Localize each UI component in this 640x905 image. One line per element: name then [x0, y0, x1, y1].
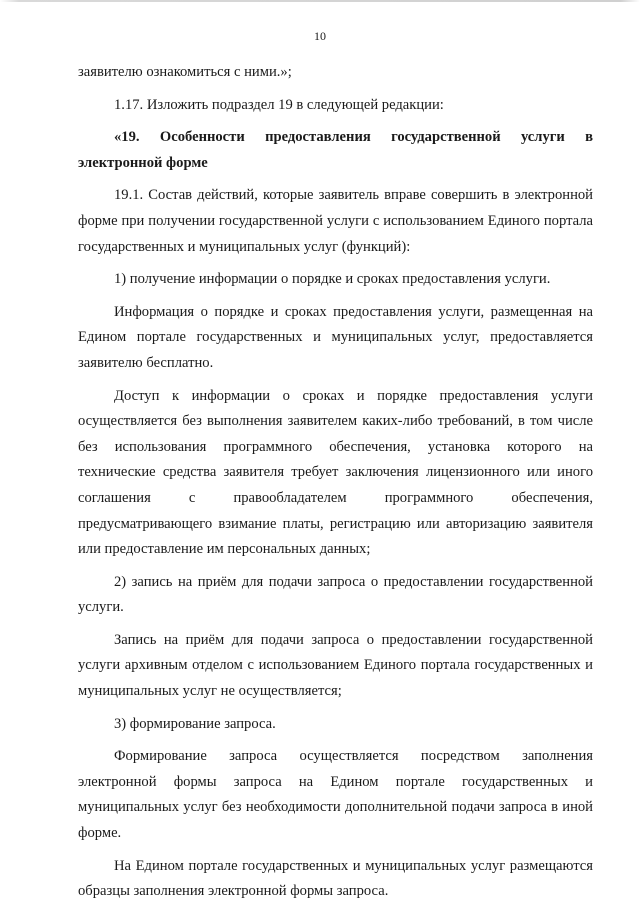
- paragraph-continuation: заявителю ознакомиться с ними.»;: [78, 64, 292, 80]
- paragraph-request-form: Формирование запроса осуществляется посредством заполнения электронной формы запроса на Едином портале государственных и муниципальных услуг без необходимости дополнительной подачи запроса в иной форме.: [78, 748, 593, 842]
- paragraph-appointment: Запись на приём для подачи запроса о предоставлении государственной услуги архивным отделом с использованием Единого портала государственных и муниципальных услуг не осуществляется;: [78, 631, 593, 700]
- list-item-1: 1) получение информации о порядке и сроках предоставления услуги.: [114, 271, 551, 288]
- paragraph-samples: На Едином портале государственных и муниципальных услуг размещаются образцы заполнения электронной формы запроса.: [78, 857, 593, 900]
- paragraph-access: Доступ к информации о сроках и порядке предоставления услуги осуществляется без выполнения заявителем каких-либо требований, в том числе без использования программного обеспечения, установка которого на технические средства заявителя требует заключения лицензионного или иного соглашения с правообладателем программного обеспечения, предусматривающего взимание платы, регистрацию или авторизацию заявителя или предоставление им персональных данных;: [78, 387, 593, 558]
- paragraph-info-free: Информация о порядке и сроках предоставления услуги, размещенная на Едином портале государственных и муниципальных услуг, предоставляется заявителю бесплатно.: [78, 303, 593, 371]
- paragraph-amendment-1-17: 1.17. Изложить подраздел 19 в следующей редакции:: [114, 96, 444, 113]
- top-edge-rule: [0, 0, 640, 2]
- list-item-3: 3) формирование запроса.: [114, 715, 276, 732]
- page-number: 10: [314, 29, 326, 43]
- document-body: [78, 60, 593, 905]
- section-heading-19: «19. Особенности предоставления государственной услуги в электронной форме: [78, 129, 593, 171]
- list-item-2: 2) запись на приём для подачи запроса о предоставлении государственной услуги.: [78, 573, 593, 616]
- paragraph-19-1: 19.1. Состав действий, которые заявитель вправе совершить в электронной форме при получении государственной услуги с использованием Единого портала государственных и муниципальных услуг (функций):: [78, 187, 593, 255]
